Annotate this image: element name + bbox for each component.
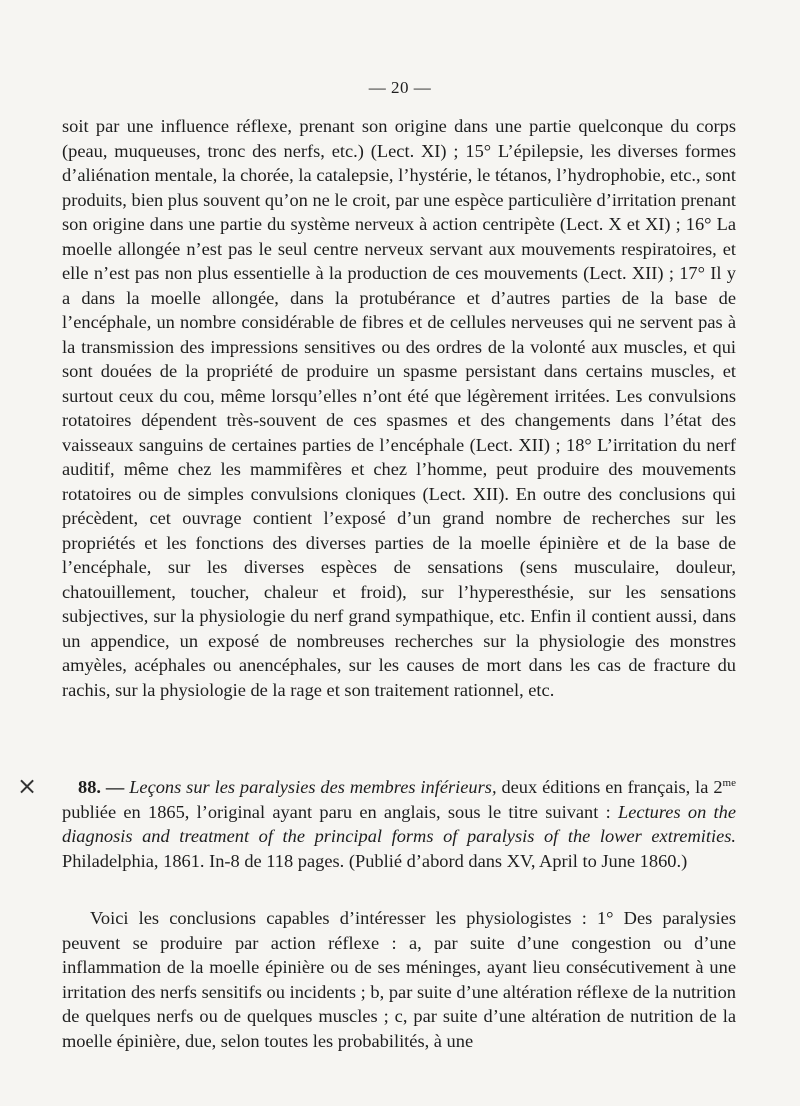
paragraph-conclusions-continued: soit par une influence réflexe, prenant son origine dans une partie quelconque du corps (peau, muqueuses, tronc des nerfs, etc.) (Lect. XI) ; 15° L’épilepsie, les diverses formes d’aliénation mentale, la chorée, la catalepsie, l’hystérie, le tétanos, l’hydrophobie, etc., sont produits, bien plus souvent qu’on ne le croit, par une espèce particulière d’irritation prenant son origine dans une partie du système nerveux à action centripète (Lect. X et XI) ; 16° La moelle allongée n’est pas le seul centre nerveux servant aux mouvements respiratoires, et elle n’est pas non plus essentielle à la production de ces mouvements (Lect. XII) ; 17° Il y a dans la moelle allongée, dans la protubérance et d’autres parties de la base de l’encéphale, un nombre considérable de fibres et de cellules nerveuses qui ne servent pas à la transmission des impressions sensitives ou des ordres de la volonté aux muscles, et qui sont douées de la propriété de produire un spasme persistant dans certains muscles, et surtout ceux du cou, même lorsqu’elles n’ont été que légèrement irritées. Les convulsions rotatoires dépendent très-souvent de ces spasmes et des changements dans l’état des vaisseaux sanguins de certaines parties de l’encéphale (Lect. XII) ; 18° L’irritation du nerf auditif, même chez les mammifères et chez l’homme, peut produire des mouvements rotatoires ou de simples convulsions cloniques (Lect. XII). En outre des conclusions qui précèdent, cet ouvrage contient l’exposé d’un grand nombre de recherches sur les propriétés et les fonctions des diverses parties de la moelle épinière et de la base de l’encéphale, sur les diverses espèces de sensations (sens musculaire, douleur, chatouillement, toucher, chaleur et froid), sur l’hyperesthésie, sur les sensations subjectives, sur la physiologie du nerf grand sympathique, etc. Enfin il contient aussi, dans un appendice, un exposé de nombreuses recherches sur la physiologie des monstres amyèles, acéphales ou anencéphales, sur les causes de mort dans les cas de fracture du rachis, sur la physiologie de la rage et son traitement rationnel, etc. <box>62 116 736 700</box>
margin-cross-mark: × <box>17 772 38 800</box>
bibliography-entry-88 <box>62 775 736 873</box>
entry-number: 88. — <box>78 777 125 797</box>
entry-superscript: me <box>722 776 736 789</box>
entry-text-1: deux éditions en français, la 2 <box>496 777 723 797</box>
paragraph-conclusions-paralysis: Voici les conclusions capables d’intéresser les physiologistes : 1° Des paralysies peuvent se produire par action réflexe : a, par suite d’une congestion ou d’une inflammation de la moelle épinière ou de ses méninges, ayant lieu consécutivement à une irritation des nerfs sensitifs ou incidents ; b, par suite d’une altération réflexe de la nutrition de quelques nerfs ou de quelques muscles ; c, par suite d’une altération de nutrition de la moelle épinière, due, selon toutes les probabilités, à une <box>62 908 736 1051</box>
entry-text-3: Philadelphia, 1861. In-8 de 118 pages. (Publié d’abord dans XV, April to June 1860.) <box>62 850 688 871</box>
entry-title-english: Lectures on the diagnosis and treatment of the principal forms of paralysis of the lower extremities. <box>62 801 736 846</box>
entry-title-french: Leçons sur les paralysies des membres inférieurs, <box>129 777 497 797</box>
page-number: — 20 — <box>368 78 432 97</box>
entry-text-2: publiée en 1865, l’original ayant paru en anglais, sous le titre suivant : <box>62 801 618 822</box>
